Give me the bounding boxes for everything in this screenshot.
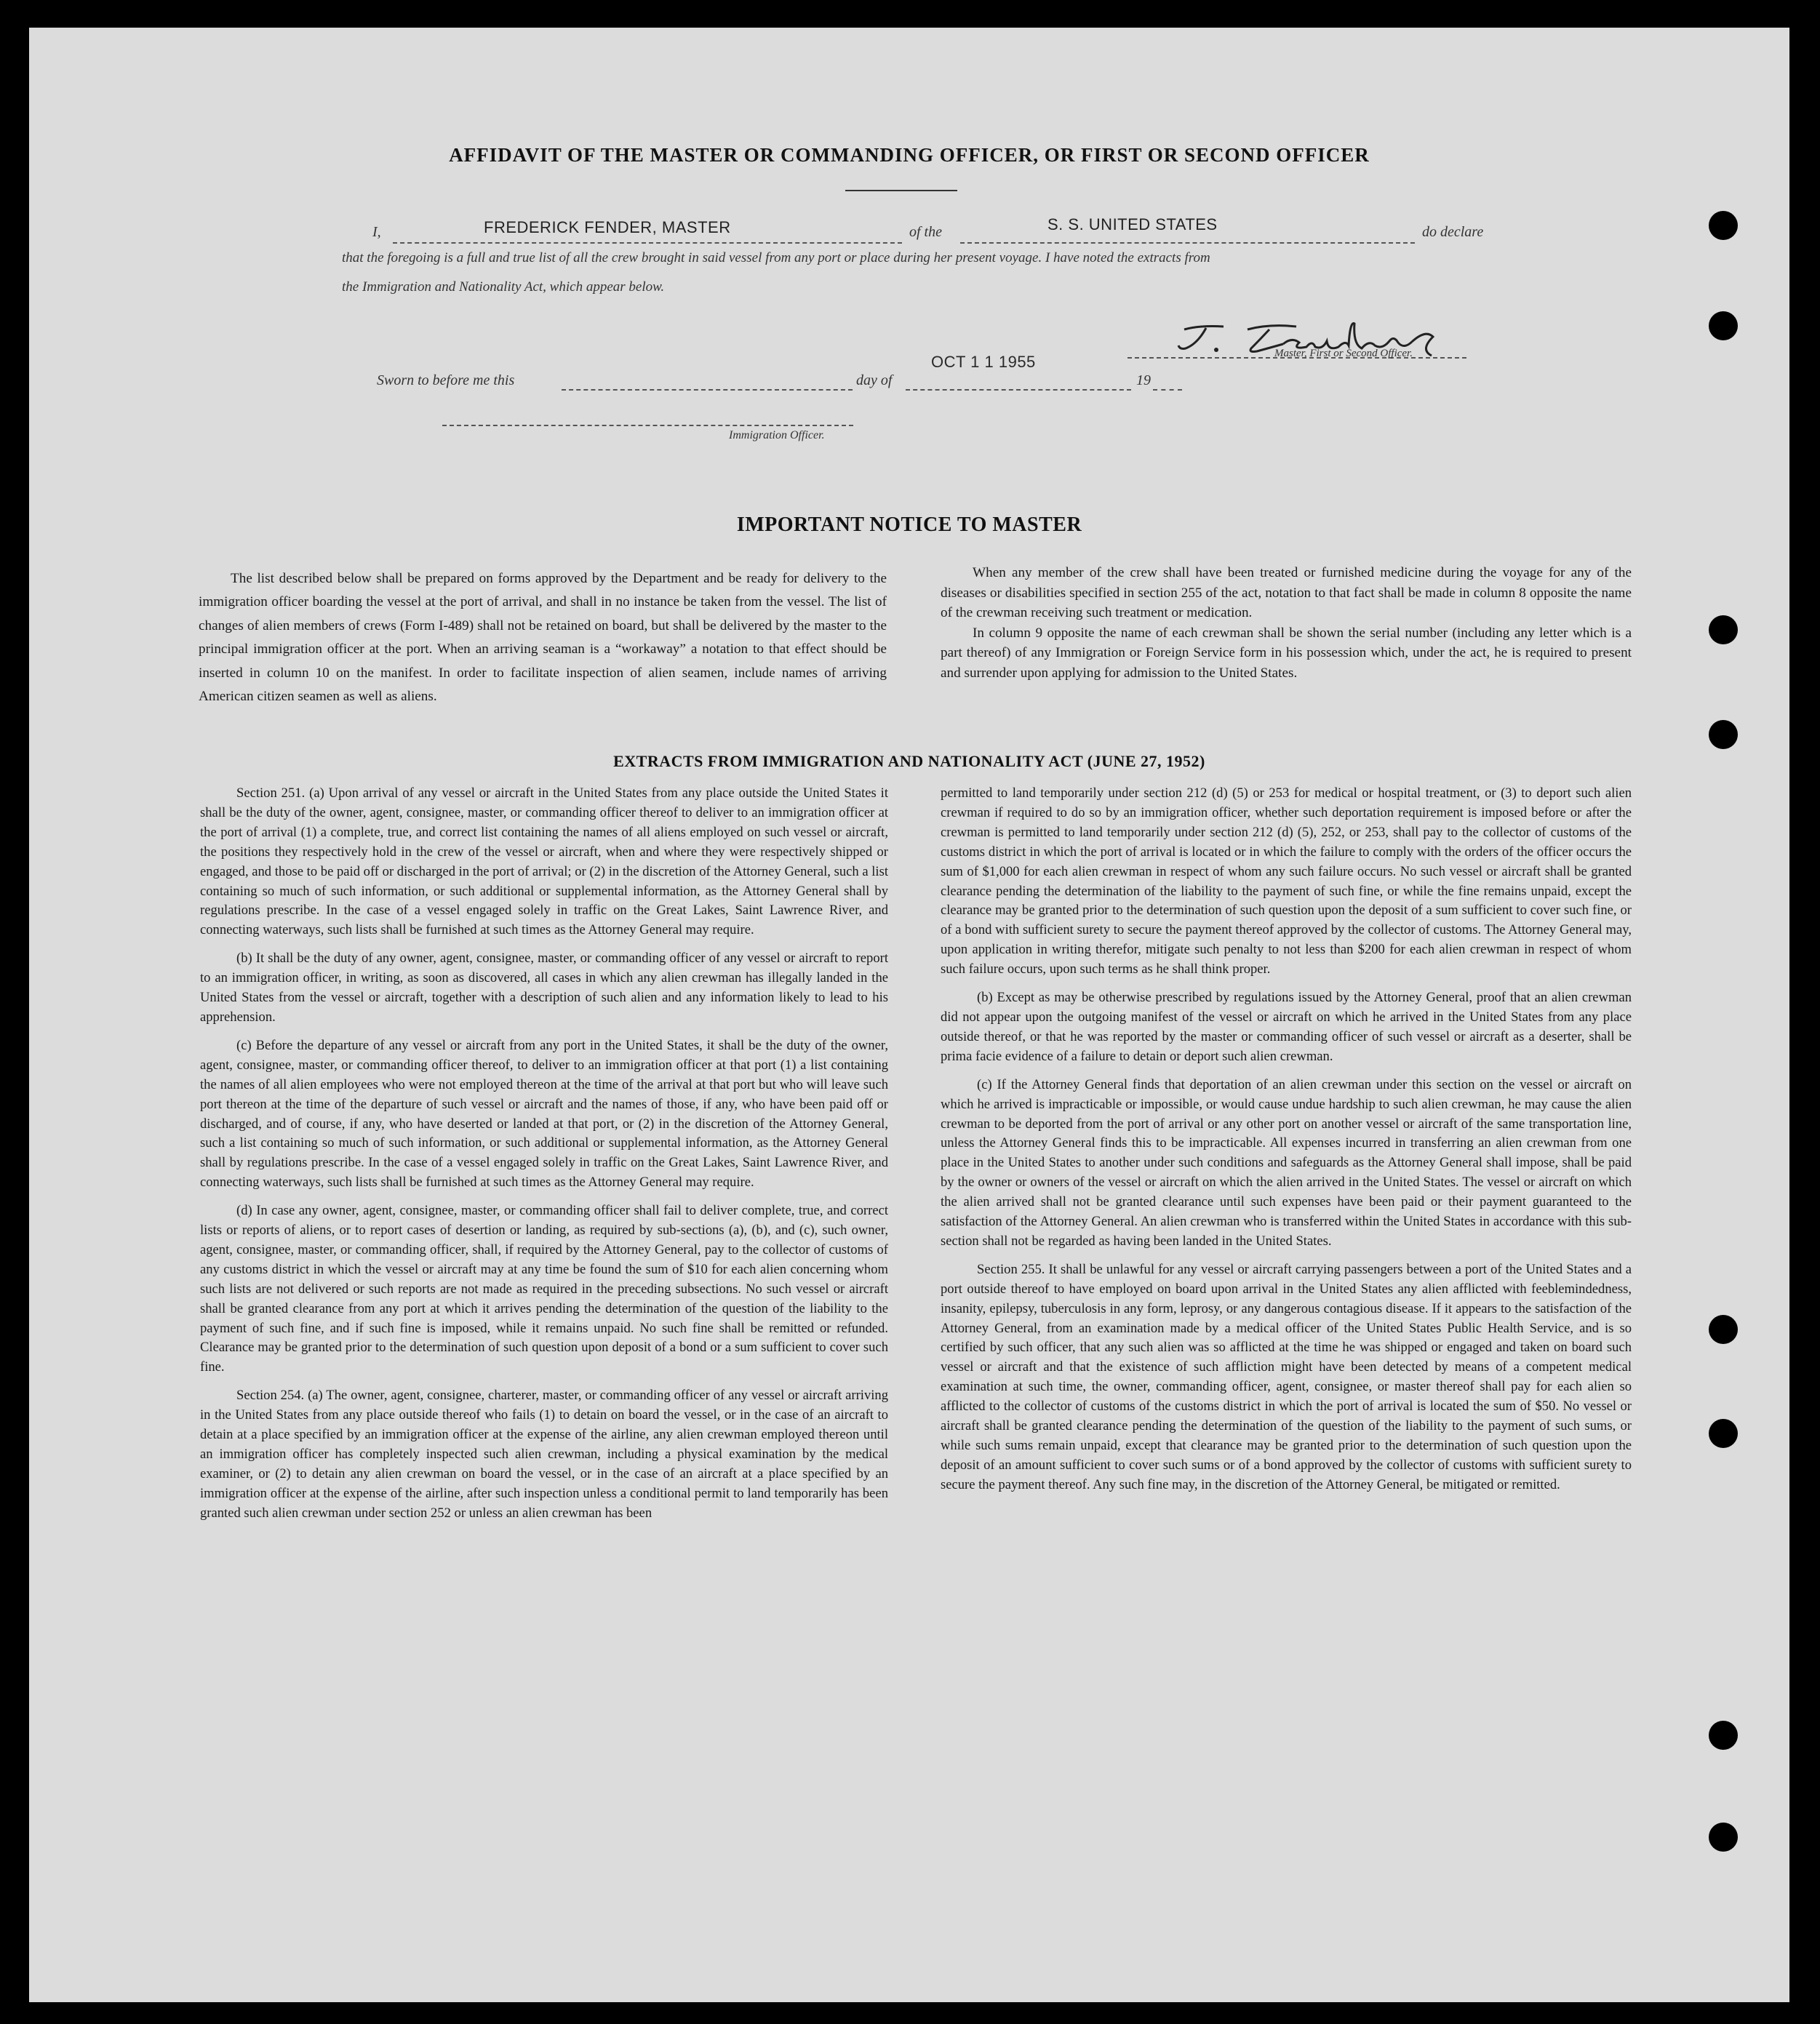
- section-251-c: (c) Before the departure of any vessel or aircraft from any port in the United States, it shall be the duty of the owner, agent, consignee, master, or commanding officer thereof, to deliver to an immigration officer at that port (1) a list containing the names of all alien employees who were not employed thereon at the time of the arrival at that port but who will leave such port thereon at the time of the departure of such vessel or aircraft and the names of those, if any, who have been paid off or discharged, and of course, if any, who have deserted or landed at that port, or (2) in the discretion of the Attorney General, such a list containing so much of such information, or such additional or supplemental information, as the Attorney General shall by regulations prescribe. In the case of a vessel engaged solely in traffic on the Great Lakes, Saint Lawrence River, and connecting waterways, such lists shall be furnished at such times as the Attorney General may require.: [200, 1037, 888, 1191]
- label-i: I,: [372, 224, 381, 240]
- section-254-b: (b) Except as may be otherwise prescribed by regulations issued by the Attorney General, proof that an alien crewman did not appear upon the outgoing manifest of the vessel or aircraft on which he arrived in the United States from any place outside thereof, or that he was reported by the master or commanding officer of such vessel or aircraft as a deserter, shall be prima facie evidence of a failure to detain or deport such alien crewman.: [941, 990, 1632, 1064]
- notice-right-column: [941, 563, 1632, 683]
- title-rule: [845, 190, 957, 191]
- signature-caption: Master, First or Second Officer.: [1274, 348, 1413, 359]
- officer-caption: Immigration Officer.: [729, 429, 825, 441]
- master-name-field: FREDERICK FENDER, MASTER: [484, 218, 731, 236]
- punch-hole: [1709, 1419, 1738, 1448]
- sworn-label: Sworn to before me this: [377, 372, 515, 388]
- label-of-the: of the: [909, 224, 942, 240]
- notice-left-column: [199, 567, 887, 708]
- notice-right-paragraph-2: In column 9 opposite the name of each crewman shall be shown the serial number (including any letter which is a part thereof) of any Immigration or Foreign Service form in his possession which, under the act, he is required to present and surrender upon applying for admission to the United States.: [941, 625, 1632, 681]
- vessel-underline: [960, 242, 1415, 244]
- day-of-label: day of: [856, 372, 893, 388]
- notice-right-paragraph-1: When any member of the crew shall have been treated or furnished medicine during the voyage for any of the diseases or disabilities specified in section 255 of the act, notation to that fact shall be made in column 8 opposite the name of the crewman receiving such treatment or medication.: [941, 565, 1632, 620]
- punch-hole: [1709, 1315, 1738, 1344]
- sworn-day-underline: [562, 389, 853, 391]
- declaration-line-2: the Immigration and Nationality Act, which appear below.: [342, 279, 665, 295]
- punch-hole: [1709, 311, 1738, 340]
- form-sheet: [29, 28, 1789, 2002]
- section-255: Section 255. It shall be unlawful for any vessel or aircraft carrying passengers between a port of the United States and a port outside thereof to have employed on board upon arrival in the United States any alien afflicted with feeblemindedness, insanity, epilepsy, tuberculosis in any form, leprosy, or any dangerous contagious disease. If it appears to the satisfaction of the Attorney General, from an examination made by a medical officer of the United States Public Health Service, and is so certified by such officer, that any such alien was so afflicted at the time he was shipped or engaged and taken on board such vessel or aircraft and that the existence of such affliction might have been detected by means of a competent medical examination at such time, the owner, commanding officer, agent, consignee, or master thereof shall pay for each alien so afflicted to the collector of customs of the customs district in which the port of arrival is located the sum of $50. No vessel or aircraft shall be granted clearance pending the determination of the question of the liability to the payment of such sums, or while such sums remain unpaid, except that clearance may be granted prior to the determination of such question upon the deposit of an amount sufficient to cover such sums or of a bond approved by the collector of customs with sufficient surety to secure the payment thereof. Any such fine may, in the discretion of the Attorney General, be mitigated or remitted.: [941, 1261, 1632, 1492]
- year-label: 19: [1136, 372, 1151, 388]
- name-underline: [393, 242, 902, 244]
- affidavit-title: AFFIDAVIT OF THE MASTER OR COMMANDING OFFICER, OR FIRST OR SECOND OFFICER: [449, 144, 1370, 166]
- label-do-declare: do declare: [1422, 224, 1484, 240]
- section-254-a: Section 254. (a) The owner, agent, consignee, charterer, master, or commanding officer of any vessel or aircraft arriving in the United States from any place outside thereof who fails (1) to detain on board the vessel, or in the case of an aircraft to detain at a place specified by an immigration officer at the expense of the airline, any alien crewman employed thereon until an immigration officer has completely inspected such alien crewman, including a physical examination by the medical examiner, or (2) to detain any alien crewman on board the vessel, or in the case of an aircraft at a place specified by an immigration officer at the expense of the airline, after such inspection unless a conditional permit to land temporarily has been granted such alien crewman under section 252 or unless an alien crewman has been: [200, 1388, 888, 1521]
- date-stamp: OCT 1 1 1955: [931, 353, 1036, 371]
- notice-title: IMPORTANT NOTICE TO MASTER: [736, 513, 1082, 536]
- punch-hole: [1709, 720, 1738, 749]
- vessel-name-field: S. S. UNITED STATES: [1047, 215, 1218, 233]
- month-underline: [906, 389, 1131, 391]
- punch-hole: [1709, 615, 1738, 644]
- punch-hole: [1709, 1721, 1738, 1750]
- notice-left-paragraph: The list described below shall be prepared on forms approved by the Department and be ready for delivery to the immigration officer boarding the vessel at the port of arrival, and shall in no instance be taken from the vessel. The list of changes of alien members of crews (Form I-489) shall not be retained on board, but shall be delivered by the master to the principal immigration officer at the port. When an arriving seaman is a “workaway” a notation to that effect should be inserted in column 10 on the manifest. In order to facilitate inspection of alien seamen, include names of arriving American citizen seamen as well as aliens.: [199, 571, 887, 705]
- section-251-a: Section 251. (a) Upon arrival of any vessel or aircraft in the United States from any place outside the United States it shall be the duty of the owner, agent, consignee, master, or commanding officer thereof to deliver to an immigration officer at the port of arrival (1) a complete, true, and correct list containing the names of all aliens employed on such vessel or aircraft, the positions they respectively hold in the crew of the vessel or aircraft, when and where they were respectively shipped or engaged, and those to be paid off or discharged in the port of arrival; or (2) in the discretion of the Attorney General, such a list containing so much of such information, or such additional or supplemental information, as the Attorney General shall by regulations prescribe. In the case of a vessel engaged solely in traffic on the Great Lakes, Saint Lawrence River, and connecting waterways, such lists shall be furnished at such times as the Attorney General may require.: [200, 785, 888, 938]
- section-251-d: (d) In case any owner, agent, consignee, master, or commanding officer shall fail to deliver complete, true, and correct lists or reports of aliens, or to report cases of desertion or landing, as required by sub-sections (a), (b), and (c), such owner, agent, consignee, master, or commanding officer, shall, if required by the Attorney General, pay to the collector of customs of any customs district in which the vessel or aircraft may at any time be found the sum of $10 for each alien concerning whom such lists are not delivered or such reports are not made as required in the preceding subsections. No such vessel or aircraft shall be granted clearance from any port at which it arrives pending the determination of the question of the liability to the payment of such fine, and if such fine is imposed, while it remains unpaid. No such fine shall be remitted or refunded. Clearance may be granted prior to the determination of such question upon deposit of a bond or a sum sufficient to cover such fine.: [200, 1203, 888, 1375]
- extracts-left-column: [200, 784, 888, 1532]
- section-254-a-continued: permitted to land temporarily under section 212 (d) (5) or 253 for medical or hospital treatment, or (3) to deport such alien crewman if required to do so by an immigration officer, whether such deportation requirement is imposed before or after the crewman is permitted to land temporarily under section 212 (d) (5), 252, or 253, shall pay to the collector of customs of the customs district in which the port of arrival is located or in which the failure to comply with the orders of the officer occurs the sum of $1,000 for each alien crewman in respect of whom any such failure occurs. No such vessel or aircraft shall be granted clearance pending the determination of the liability to the payment of such fine, or while the fine remains unpaid, except the clearance may be granted prior to the determination of such question upon the deposit of a sum sufficient to cover such fine, or of a bond with sufficient surety to secure the payment thereof approved by the collector of customs. The Attorney General may, upon application in writing therefor, mitigate such penalty to not less than $200 for each alien crewman in respect of whom such failure occurs, upon such terms as he shall think proper.: [941, 785, 1632, 977]
- section-251-b: (b) It shall be the duty of any owner, agent, consignee, master, or commanding officer of any vessel or aircraft to report to an immigration officer, in writing, as soon as discovered, all cases in which any alien crewman has illegally landed in the United States from the vessel or aircraft, together with a description of such alien and any information likely to lead to his apprehension.: [200, 951, 888, 1025]
- punch-hole: [1709, 211, 1738, 240]
- officer-signature-underline: [442, 425, 853, 426]
- section-254-c: (c) If the Attorney General finds that deportation of an alien crewman under this section on the vessel or aircraft on which he arrived is impracticable or impossible, or would cause undue hardship to such alien crewman, he may cause the alien crewman to be deported from the port of arrival or any other port on another vessel or aircraft of the same transportation line, unless the Attorney General finds this to be impracticable. All expenses incurred in transferring an alien crewman from one place in the United States to another under such conditions and safeguards as the Attorney General shall impose, shall be paid by the owner or owners of the vessel or aircraft on which the alien arrived in the United States. The vessel or aircraft on which the alien arrived shall not be granted clearance until such expenses have been paid or their payment guaranteed to the satisfaction of the Attorney General. An alien crewman who is transferred within the United States in accordance with this sub-section shall not be regarded as having been landed in the United States.: [941, 1076, 1632, 1249]
- year-underline: [1153, 389, 1182, 391]
- extracts-right-column: [941, 784, 1632, 1504]
- extracts-title: EXTRACTS FROM IMMIGRATION AND NATIONALITY ACT (JUNE 27, 1952): [613, 752, 1205, 770]
- declaration-line-1: that the foregoing is a full and true list of all the crew brought in said vessel from any port or place during her present voyage. I have noted the extracts from: [342, 250, 1210, 265]
- punch-hole: [1709, 1823, 1738, 1852]
